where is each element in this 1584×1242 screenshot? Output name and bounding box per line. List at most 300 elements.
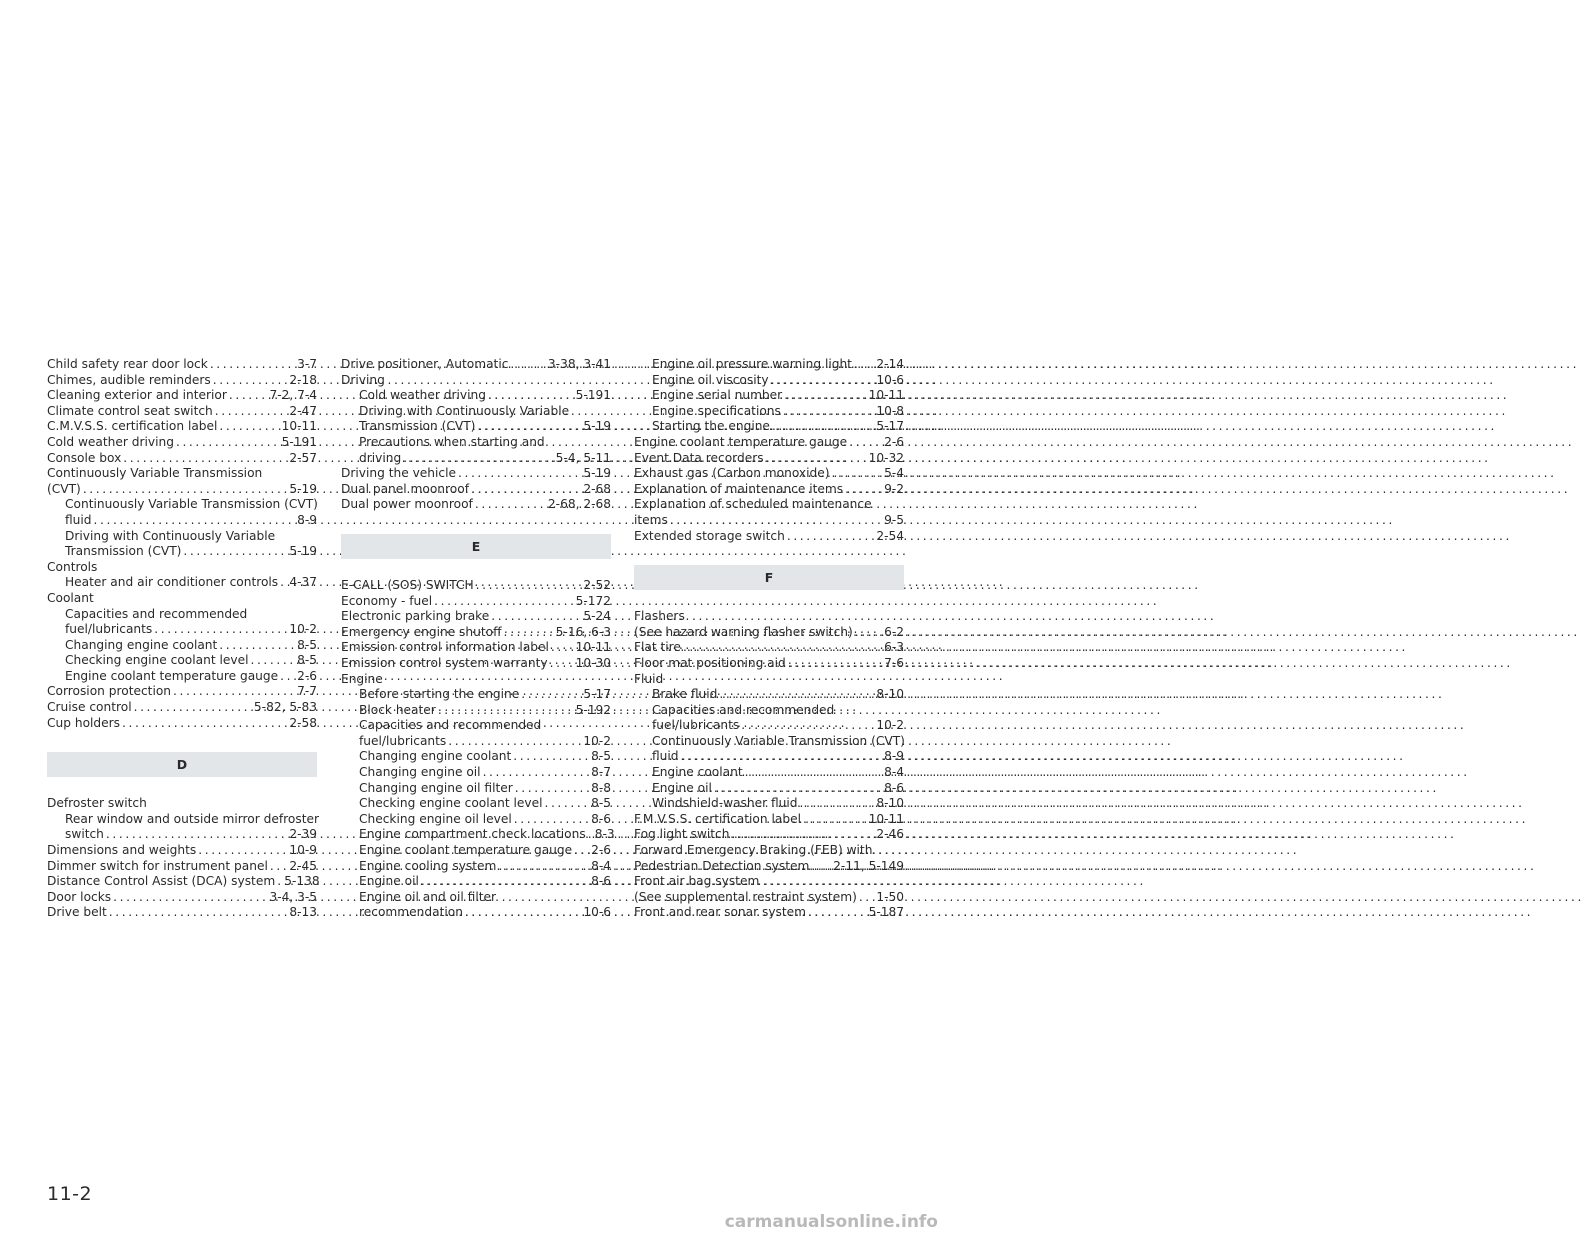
- dot-leader: [717, 687, 875, 703]
- index-entry: [341, 703, 611, 719]
- entry-page-ref: 3-4, 3-5: [269, 889, 317, 904]
- entry-page-ref: 2-52: [583, 577, 611, 592]
- dot-leader: [104, 827, 288, 843]
- index-entry: [47, 827, 317, 843]
- index-heading: Continuously Variable Transmission (CVT): [652, 733, 905, 748]
- index-entry: [341, 812, 611, 828]
- entry-title: Engine cooling system: [359, 858, 497, 873]
- index-entry: [634, 796, 904, 812]
- index-entry: [341, 687, 611, 703]
- index-entry: [634, 640, 904, 656]
- entry-page-ref: 10-30: [575, 655, 611, 670]
- entry-page-ref: 8-5: [591, 749, 611, 764]
- entry-title: Front and rear sonar system: [634, 905, 807, 920]
- entry-page-ref: 5-138: [284, 874, 320, 889]
- entry-title: Corrosion protection: [47, 684, 172, 699]
- index-entry: [47, 513, 317, 529]
- index-entry: [341, 859, 611, 875]
- entry-page-ref: 2-45: [289, 858, 317, 873]
- entry-page-ref: 9-5: [884, 512, 904, 527]
- dot-leader: [769, 373, 876, 389]
- dot-leader: [786, 656, 883, 672]
- entry-title: Driving the vehicle: [341, 466, 456, 481]
- index-entry: [634, 905, 904, 921]
- dot-leader: [798, 796, 876, 812]
- entry-title: fuel/lubricants: [359, 733, 447, 748]
- index-heading: Precautions when starting and: [359, 434, 545, 449]
- index-entry: [47, 451, 317, 467]
- entry-page-ref: 8-6: [884, 780, 904, 795]
- entry-title: Engine coolant temperature gauge: [634, 434, 848, 449]
- entry-title: (CVT): [47, 481, 81, 496]
- entry-title: C.M.V.S.S. certification label: [47, 419, 218, 434]
- entry-page-ref: 8-10: [876, 796, 904, 811]
- dot-leader: [729, 827, 875, 843]
- entry-page-ref: 7-7: [297, 684, 317, 699]
- dot-leader: [171, 684, 296, 700]
- entry-page-ref: 10-2: [876, 718, 904, 733]
- index-entry: [634, 765, 904, 781]
- dot-leader: [181, 544, 288, 560]
- entry-title: Event Data recorders: [634, 450, 764, 465]
- entry-title: F.M.V.S.S. certification label: [634, 811, 801, 826]
- index-entry: [634, 435, 904, 451]
- index-heading: Driving with Continuously Variable: [359, 403, 570, 418]
- index-heading: Forward Emergency Braking (FEB) with: [634, 843, 873, 858]
- entry-title: Fog light switch: [634, 827, 730, 842]
- entry-title: Checking engine coolant level: [65, 653, 249, 668]
- entry-page-ref: 8-7: [591, 765, 611, 780]
- entry-title: Emission control information label: [341, 640, 549, 655]
- page-number: 11-2: [47, 1183, 93, 1205]
- entry-title: Checking engine coolant level: [359, 796, 543, 811]
- index-entry: [341, 578, 611, 594]
- entry-title: Cruise control: [47, 700, 132, 715]
- entry-title: Cleaning exterior and interior: [47, 388, 227, 403]
- index-entry: [634, 388, 904, 404]
- dot-leader: [782, 388, 867, 404]
- entry-title: Engine oil: [359, 874, 419, 889]
- entry-title: Engine coolant temperature gauge: [65, 668, 279, 683]
- entry-page-ref: 5-172: [575, 593, 611, 608]
- entry-title: Changing engine coolant: [65, 637, 218, 652]
- index-entry: [47, 669, 317, 685]
- dot-leader: [847, 435, 883, 451]
- entry-page-ref: 5-4: [884, 466, 904, 481]
- dot-leader: [549, 640, 575, 656]
- dot-leader: [152, 622, 288, 638]
- entry-title: Chimes, audible reminders: [47, 372, 211, 387]
- entry-page-ref: 10-2: [289, 622, 317, 637]
- index-entry: [634, 466, 904, 482]
- entry-title: Engine coolant temperature gauge: [359, 843, 573, 858]
- dot-leader: [278, 669, 296, 685]
- entry-page-ref: 2-6: [297, 668, 317, 683]
- index-entry: [47, 357, 317, 373]
- dot-leader: [213, 404, 289, 420]
- entry-page-ref: 7-2, 7-4: [269, 388, 317, 403]
- entry-title: Transmission (CVT): [359, 419, 476, 434]
- index-heading: Flashers: [634, 609, 685, 624]
- entry-page-ref: 5-17: [876, 419, 904, 434]
- index-entry: [47, 482, 317, 498]
- index-entry: [47, 700, 317, 716]
- index-heading: Continuously Variable Transmission: [47, 466, 263, 481]
- index-entry: [47, 890, 317, 906]
- dot-leader: [548, 656, 575, 672]
- entry-title: Drive positioner, Automatic: [341, 357, 509, 371]
- dot-leader: [121, 451, 288, 467]
- entry-title: Dimensions and weights: [47, 843, 197, 858]
- index-entry: [47, 843, 317, 859]
- entry-title: Changing engine oil: [359, 765, 481, 780]
- entry-page-ref: 8-3: [594, 827, 615, 842]
- dot-leader: [770, 419, 875, 435]
- entry-title: Engine serial number: [652, 388, 783, 403]
- dot-leader: [475, 419, 582, 435]
- index-entry: [341, 357, 611, 373]
- index-entry: [634, 625, 904, 641]
- watermark-text: carmanualsonline.info: [724, 1212, 938, 1232]
- entry-title: recommendation: [359, 905, 463, 920]
- dot-leader: [806, 905, 868, 921]
- entry-page-ref: 10-11: [281, 419, 317, 434]
- dot-leader: [107, 905, 289, 921]
- entry-page-ref: 1-50: [876, 889, 904, 904]
- entry-title: Extended storage switch: [634, 528, 785, 543]
- index-entry: [341, 609, 611, 625]
- dot-leader: [508, 357, 547, 373]
- index-entry: [47, 404, 317, 420]
- index-entry: [47, 716, 317, 732]
- entry-title: Cup holders: [47, 715, 121, 730]
- entry-page-ref: 10-6: [583, 905, 611, 920]
- entry-page-ref: 8-5: [297, 653, 317, 668]
- index-column-1: [47, 357, 320, 921]
- dot-leader: [474, 578, 583, 594]
- dot-leader: [81, 482, 289, 498]
- entry-title: Emergency engine shutoff: [341, 624, 502, 639]
- entry-title: Windshield-washer fluid: [652, 796, 798, 811]
- index-heading: Engine oil and oil filter: [359, 889, 497, 904]
- entry-page-ref: 8-5: [591, 796, 611, 811]
- entry-page-ref: 5-191: [575, 388, 611, 403]
- entry-page-ref: 10-11: [575, 640, 611, 655]
- dot-leader: [801, 812, 868, 828]
- dot-leader: [511, 749, 590, 765]
- dot-leader: [469, 482, 582, 498]
- index-entry: [47, 373, 317, 389]
- dot-leader: [512, 812, 590, 828]
- index-heading: Capacities and recommended: [65, 606, 248, 621]
- entry-title: Heater and air conditioner controls: [65, 575, 279, 590]
- index-entry: [47, 874, 320, 890]
- dot-leader: [809, 859, 832, 875]
- index-entry: [634, 513, 904, 529]
- entry-page-ref: 8-13: [289, 905, 317, 920]
- entry-title: items: [634, 512, 668, 527]
- index-entry: [47, 859, 317, 875]
- entry-page-ref: 8-8: [591, 780, 611, 795]
- entry-page-ref: 6-2: [884, 624, 904, 639]
- entry-page-ref: 2-11, 5-149: [833, 858, 904, 873]
- entry-page-ref: 8-4: [591, 858, 611, 873]
- index-heading: Driving with Continuously Variable: [65, 528, 276, 543]
- index-entry: [341, 843, 611, 859]
- index-heading: Rear window and outside mirror defroster: [65, 811, 319, 826]
- entry-page-ref: 8-4: [884, 765, 904, 780]
- index-entry: [341, 796, 611, 812]
- entry-title: (See supplemental restraint system): [634, 889, 857, 904]
- dot-leader: [401, 451, 554, 467]
- dot-leader: [739, 718, 875, 734]
- entry-title: Emission control system warranty: [341, 655, 548, 670]
- entry-title: driving: [359, 450, 402, 465]
- entry-title: Drive belt: [47, 905, 107, 920]
- section-header: E: [341, 534, 611, 559]
- index-column-3: [634, 357, 904, 921]
- entry-page-ref: 10-9: [289, 843, 317, 858]
- dot-leader: [853, 625, 883, 641]
- entry-title: Cold weather driving: [359, 388, 486, 403]
- entry-page-ref: 8-10: [876, 687, 904, 702]
- entry-page-ref: 8-5: [297, 637, 317, 652]
- index-entry: [341, 765, 611, 781]
- dot-leader: [248, 653, 296, 669]
- section-header: F: [634, 565, 904, 590]
- dot-leader: [781, 404, 875, 420]
- entry-title: Door locks: [47, 889, 112, 904]
- index-entry: [341, 781, 611, 797]
- dot-leader: [120, 716, 288, 732]
- dot-leader: [481, 765, 591, 781]
- index-entry: [341, 827, 615, 843]
- entry-title: Changing engine oil filter: [359, 780, 513, 795]
- index-entry: [341, 656, 611, 672]
- entry-title: Brake fluid: [652, 687, 718, 702]
- entry-page-ref: 5-4, 5-11: [555, 450, 611, 465]
- dot-leader: [519, 687, 582, 703]
- index-entry: [47, 622, 317, 638]
- entry-page-ref: 2-39: [289, 827, 317, 842]
- index-heading: Capacities and recommended: [652, 702, 835, 717]
- entry-title: Transmission (CVT): [65, 544, 182, 559]
- entry-page-ref: 5-16, 6-3: [555, 624, 611, 639]
- index-entry: [341, 640, 611, 656]
- dot-leader: [496, 859, 590, 875]
- index-entry: [634, 419, 904, 435]
- entry-title: Starting the engine: [652, 419, 770, 434]
- index-entry: [341, 451, 611, 467]
- index-entry: [634, 781, 904, 797]
- entry-title: Before starting the engine: [359, 687, 520, 702]
- dot-leader: [473, 497, 547, 513]
- index-heading: Engine: [341, 671, 383, 686]
- entry-title: Console box: [47, 450, 122, 465]
- index-entry: [634, 482, 904, 498]
- index-entry: [634, 373, 904, 389]
- index-entry: [634, 357, 904, 373]
- entry-page-ref: 2-18: [289, 372, 317, 387]
- entry-page-ref: 5-191: [281, 434, 317, 449]
- dot-leader: [174, 435, 281, 451]
- index-entry: [634, 749, 904, 765]
- entry-page-ref: 2-68: [583, 481, 611, 496]
- dot-leader: [217, 638, 296, 654]
- index-column-2: [341, 357, 615, 921]
- index-heading: Defroster switch: [47, 796, 147, 811]
- dot-leader: [852, 357, 875, 373]
- index-entry: [47, 388, 317, 404]
- entry-page-ref: 10-6: [876, 372, 904, 387]
- entry-page-ref: 5-17: [583, 687, 611, 702]
- dot-leader: [132, 700, 253, 716]
- index-entry: [47, 544, 317, 560]
- dot-leader: [268, 859, 288, 875]
- entry-page-ref: 2-54: [876, 528, 904, 543]
- dot-leader: [489, 609, 582, 625]
- entry-title: Block heater: [359, 702, 436, 717]
- entry-title: switch: [65, 827, 104, 842]
- index-heading: Capacities and recommended: [359, 718, 542, 733]
- dot-leader: [679, 749, 884, 765]
- index-entry: [341, 874, 611, 890]
- entry-title: Dual panel moonroof: [341, 481, 469, 496]
- entry-page-ref: 2-46: [876, 827, 904, 842]
- entry-page-ref: 5-19: [583, 466, 611, 481]
- entry-page-ref: 10-11: [868, 811, 904, 826]
- index-entry: [634, 859, 904, 875]
- dot-leader: [463, 905, 582, 921]
- entry-title: Child safety rear door lock: [47, 357, 208, 371]
- entry-page-ref: 5-19: [583, 419, 611, 434]
- dot-leader: [785, 529, 875, 545]
- dot-leader: [572, 843, 590, 859]
- dot-leader: [456, 466, 582, 482]
- dot-leader: [857, 890, 876, 906]
- index-entry: [47, 435, 317, 451]
- dot-leader: [830, 466, 884, 482]
- index-entry: [634, 529, 904, 545]
- entry-page-ref: 10-8: [876, 403, 904, 418]
- index-heading: Explanation of scheduled maintenance: [634, 497, 872, 512]
- entry-title: Engine coolant: [652, 765, 743, 780]
- index-entry: [47, 684, 317, 700]
- index-entry: [341, 594, 611, 610]
- entry-title: Economy - fuel: [341, 593, 433, 608]
- entry-title: Dimmer switch for instrument panel: [47, 858, 268, 873]
- index-entry: [341, 419, 611, 435]
- dot-leader: [436, 703, 575, 719]
- entry-title: fuel/lubricants: [65, 622, 153, 637]
- entry-page-ref: 10-32: [868, 450, 904, 465]
- index-heading: Continuously Variable Transmission (CVT): [65, 497, 318, 512]
- dot-leader: [217, 419, 280, 435]
- index-entry: [634, 812, 904, 828]
- index-entry: [341, 734, 611, 750]
- index-entry: [634, 656, 904, 672]
- entry-title: Climate control seat switch: [47, 403, 213, 418]
- entry-page-ref: 2-68, 2-68: [547, 497, 611, 512]
- dot-leader: [502, 625, 555, 641]
- entry-title: fuel/lubricants: [652, 718, 740, 733]
- entry-title: Pedestrian Detection system: [634, 858, 810, 873]
- dot-leader: [111, 890, 268, 906]
- index-heading: Driving: [341, 372, 385, 387]
- entry-page-ref: 5-24: [583, 609, 611, 624]
- entry-title: Exhaust gas (Carbon monoxide): [634, 466, 830, 481]
- entry-page-ref: 5-19: [289, 544, 317, 559]
- entry-page-ref: 10-11: [868, 388, 904, 403]
- dot-leader: [278, 575, 288, 591]
- index-entry: [47, 653, 317, 669]
- entry-page-ref: 3-7: [297, 357, 317, 371]
- index-entry: [341, 388, 611, 404]
- entry-page-ref: 8-9: [884, 749, 904, 764]
- entry-title: Dual power moonroof: [341, 497, 473, 512]
- index-entry: [634, 827, 904, 843]
- entry-page-ref: 5-192: [575, 702, 611, 717]
- index-entry: [634, 718, 904, 734]
- entry-title: Engine specifications: [652, 403, 781, 418]
- dot-leader: [419, 874, 590, 890]
- dot-leader: [542, 796, 590, 812]
- dot-leader: [275, 874, 283, 890]
- index-heading: Controls: [47, 559, 98, 574]
- dot-leader: [196, 843, 288, 859]
- entry-title: Cold weather driving: [47, 434, 174, 449]
- entry-title: Engine oil pressure warning light: [652, 357, 852, 371]
- entry-title: Engine compartment check locations: [359, 827, 586, 842]
- index-entry: [47, 638, 317, 654]
- dot-leader: [681, 640, 883, 656]
- entry-page-ref: 5-19: [289, 481, 317, 496]
- dot-leader: [227, 388, 269, 404]
- section-header: D: [47, 752, 317, 777]
- dot-leader: [843, 482, 883, 498]
- entry-title: Flat tire: [634, 640, 681, 655]
- entry-page-ref: 2-6: [591, 843, 611, 858]
- dot-leader: [586, 827, 594, 843]
- dot-leader: [486, 388, 575, 404]
- entry-page-ref: 2-14: [876, 357, 904, 371]
- entry-title: Changing engine coolant: [359, 749, 512, 764]
- entry-title: Distance Control Assist (DCA) system: [47, 874, 276, 889]
- entry-title: Electronic parking brake: [341, 609, 490, 624]
- entry-title: E-CALL (SOS) SWITCH: [341, 577, 474, 592]
- index-heading: Fluid: [634, 671, 664, 686]
- dot-leader: [208, 357, 296, 373]
- entry-title: (See hazard warning flasher switch): [634, 624, 853, 639]
- entry-page-ref: 7-6: [884, 655, 904, 670]
- entry-title: Engine oil viscosity: [652, 372, 769, 387]
- entry-page-ref: 2-47: [289, 403, 317, 418]
- index-entry: [341, 497, 611, 513]
- entry-page-ref: 2-6: [884, 434, 904, 449]
- dot-leader: [668, 513, 883, 529]
- entry-page-ref: 8-9: [297, 512, 317, 527]
- dot-leader: [211, 373, 289, 389]
- index-heading: Coolant: [47, 590, 94, 605]
- dot-leader: [92, 513, 297, 529]
- entry-title: Engine oil: [652, 780, 712, 795]
- entry-page-ref: 8-6: [591, 811, 611, 826]
- index-entry: [341, 905, 611, 921]
- dot-leader: [446, 734, 582, 750]
- entry-page-ref: 10-2: [583, 733, 611, 748]
- dot-leader: [764, 451, 868, 467]
- entry-page-ref: 2-57: [289, 450, 317, 465]
